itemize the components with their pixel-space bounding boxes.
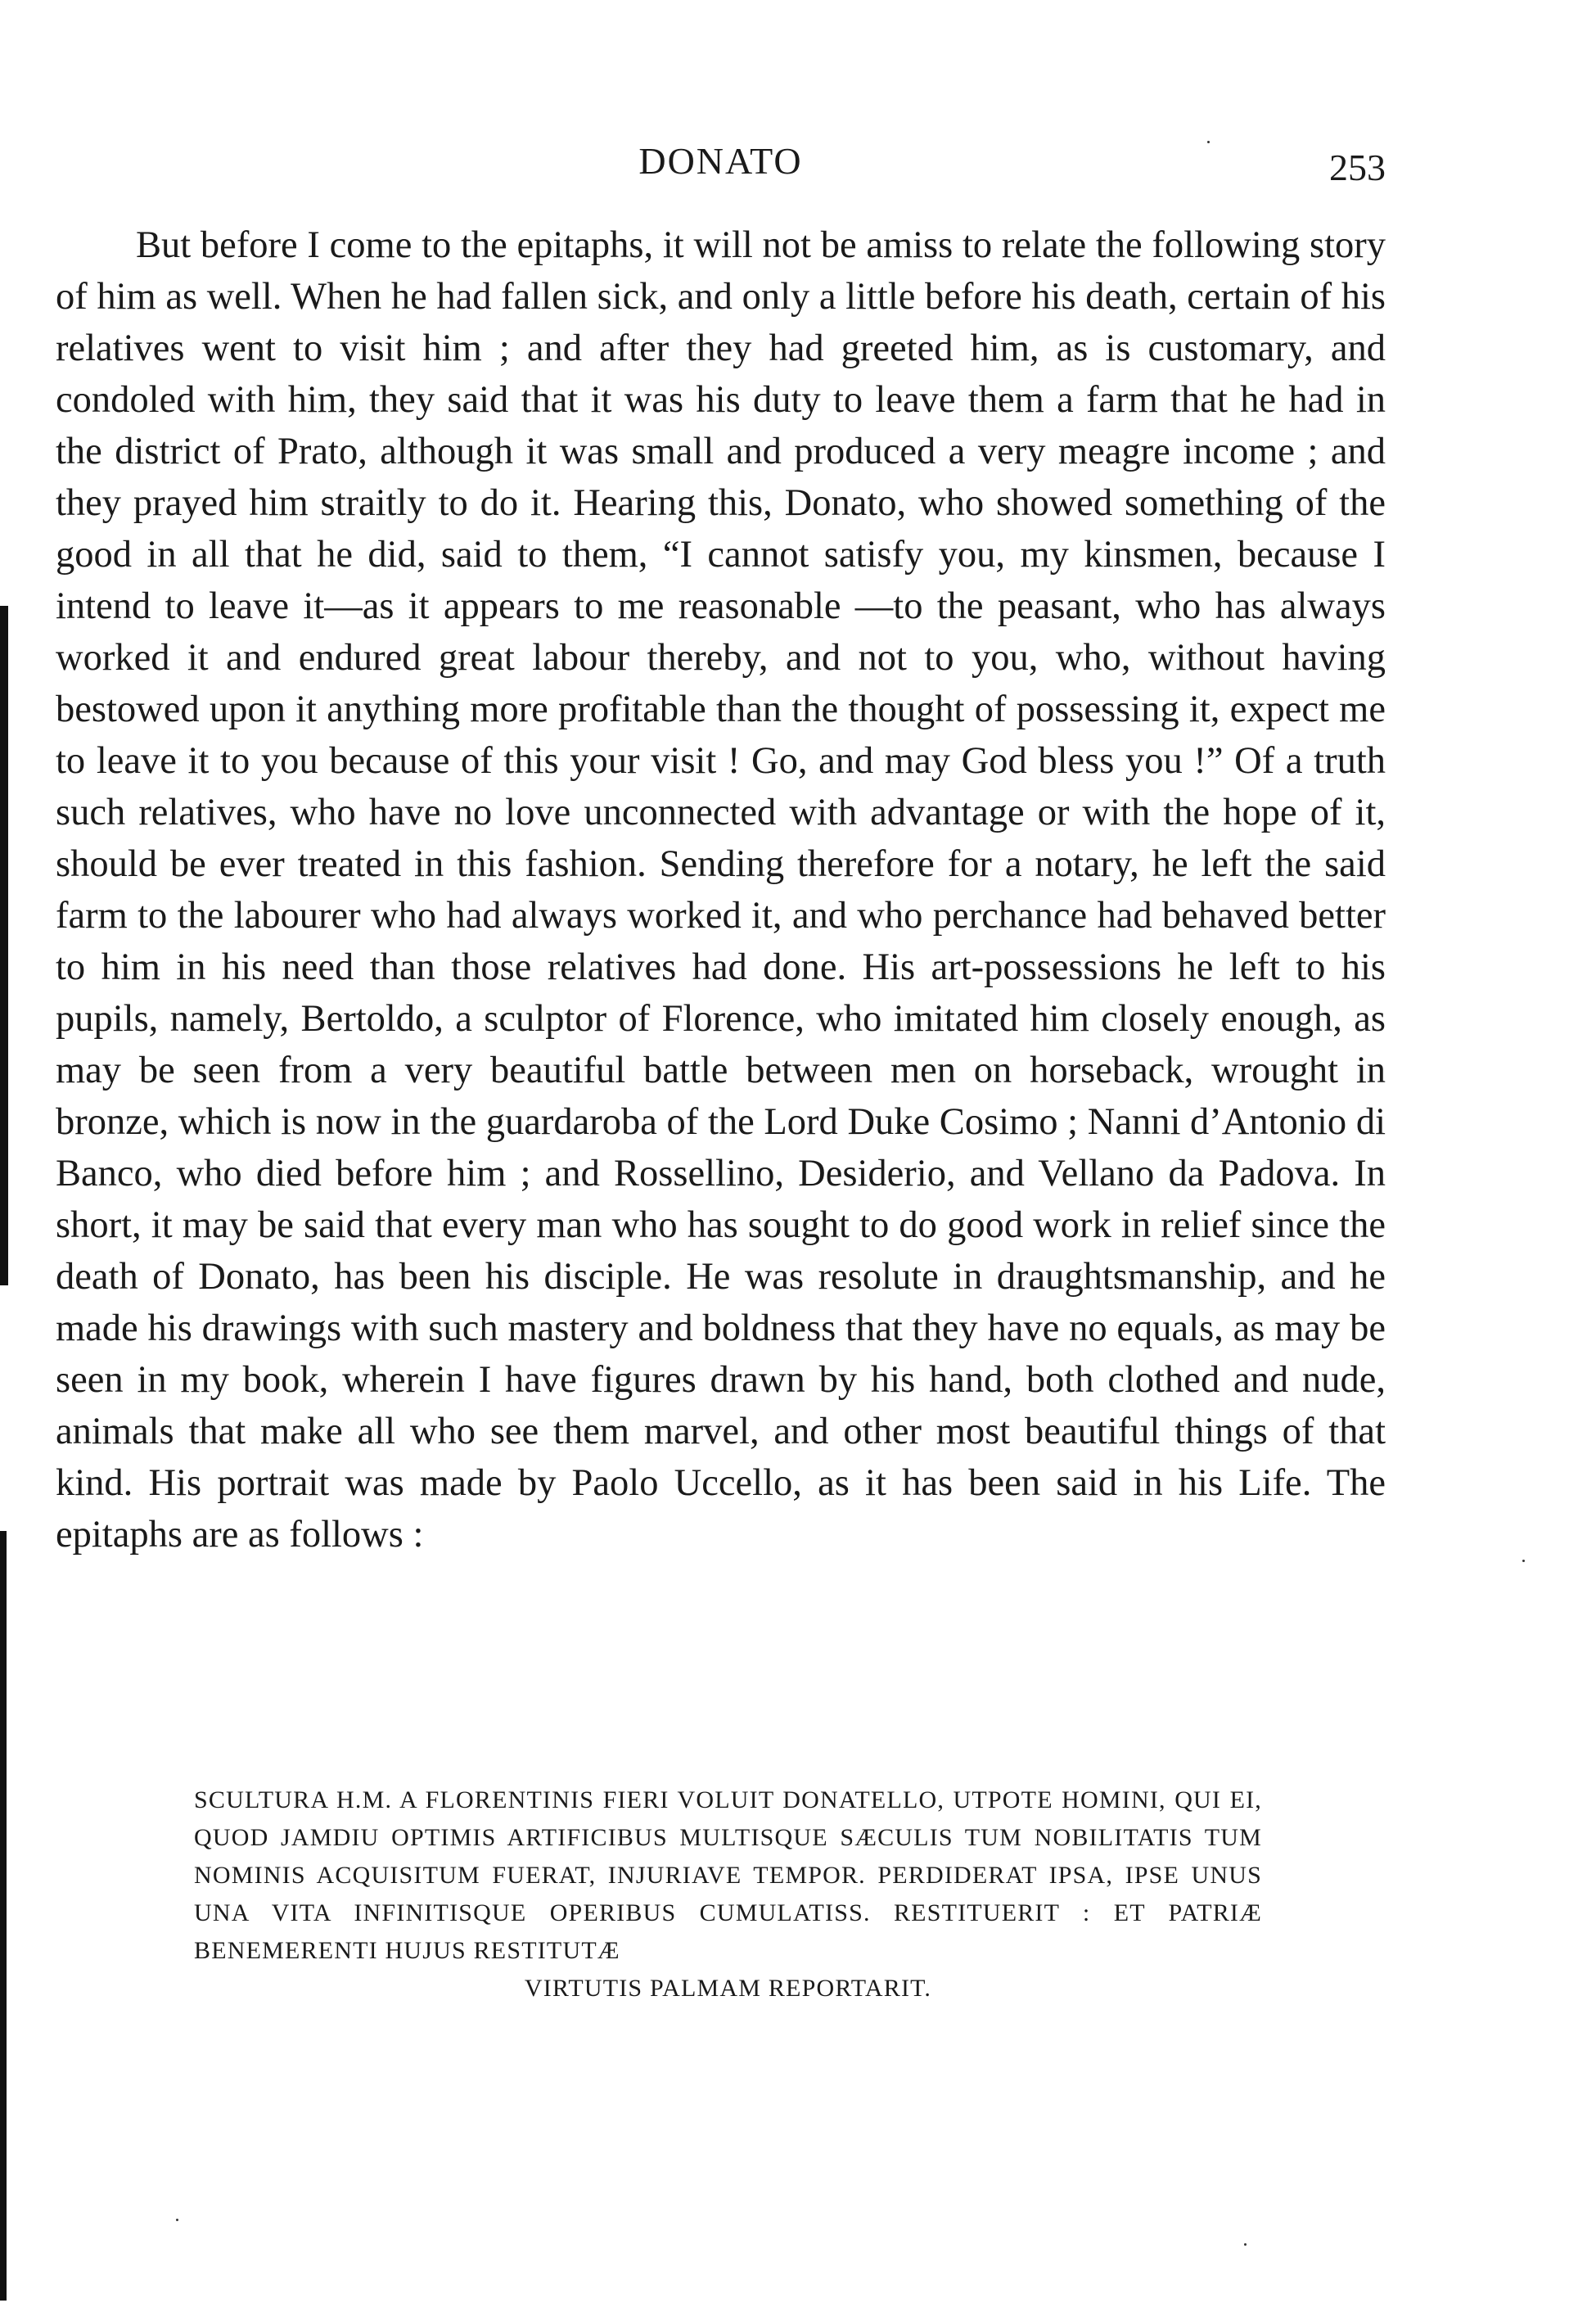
epitaph-block: [194, 1781, 1262, 2007]
binding-shadow: [0, 1531, 7, 2301]
binding-shadow: [0, 606, 8, 1285]
running-head: [56, 139, 1386, 196]
epitaph-last-line: VIRTUTIS PALMAM REPORTARIT.: [524, 1975, 932, 2002]
body-text: [56, 219, 1386, 1560]
epitaph-text: SCULTURA H.M. A FLORENTINIS FIERI VOLUIT DONATELLO, UTPOTE HOMINI, QUI EI, QUOD JAMDIU OPTIMIS ARTIFICIBUS MULTISQUE SÆCULIS TUM NOBILITATIS TUM NOMINIS ACQUISITUM FUERAT, INJURIAVE TEMPOR. PERDIDERAT IPSA, IPSE UNUS UNA VITA INFINITISQUE OPERIBUS CUMULATISS. RESTITUERIT : ET PATRIÆ BENEMERENTI HUJUS RESTITUTÆ: [194, 1786, 1262, 1964]
scan-speck: [1244, 2243, 1247, 2246]
scan-speck: [176, 2219, 178, 2221]
body-paragraph: But before I come to the epitaphs, it will not be amiss to relate the following story of him as well. When he had fallen sick, and only a little before his death, certain of his relatives went to visit him ; and after they had greeted him, as is customary, and condoled with him, they said that it was his duty to leave them a farm that he had in the district of Prato, although it was small and produced a very meagre income ; and they prayed him straitly to do it. Hearing this, Donato, who showed something of the good in all that he did, said to them, “I cannot satisfy you, my kinsmen, because I intend to leave it—as it appears to me reasonable —to the peasant, who has always worked it and endured great labour thereby, and not to you, who, without having bestowed upon it anything more profitable than the thought of possessing it, expect me to leave it to you because of this your visit ! Go, and may God bless you !” Of a truth such relatives, who have no love unconnected with advantage or with the hope of it, should be ever treated in this fashion. Sending therefore for a notary, he left the said farm to the labourer who had always worked it, and who perchance had behaved better to him in his need than those relatives had done. His art-possessions he left to his pupils, namely, Bertoldo, a sculptor of Florence, who imitated him closely enough, as may be seen from a very beautiful battle between men on horseback, wrought in bronze, which is now in the guardaroba of the Lord Duke Cosimo ; Nanni d’Antonio di Banco, who died before him ; and Rossellino, Desiderio, and Vellano da Padova. In short, it may be said that every man who has sought to do good work in relief since the death of Donato, has been his disciple. He was resolute in draughtsmanship, and he made his drawings with such mastery and boldness that they have no equals, as may be seen in my book, wherein I have figures drawn by his hand, both clothed and nude, animals that make all who see them marvel, and other most beautiful things of that kind. His portrait was made by Paolo Uccello, as it has been said in his Life. The epitaphs are as follows :: [56, 224, 1386, 1556]
scan-speck: [1522, 1560, 1525, 1562]
page-number: 253: [1329, 147, 1386, 188]
running-title: DONATO: [638, 140, 803, 182]
scan-speck: [1207, 141, 1210, 143]
